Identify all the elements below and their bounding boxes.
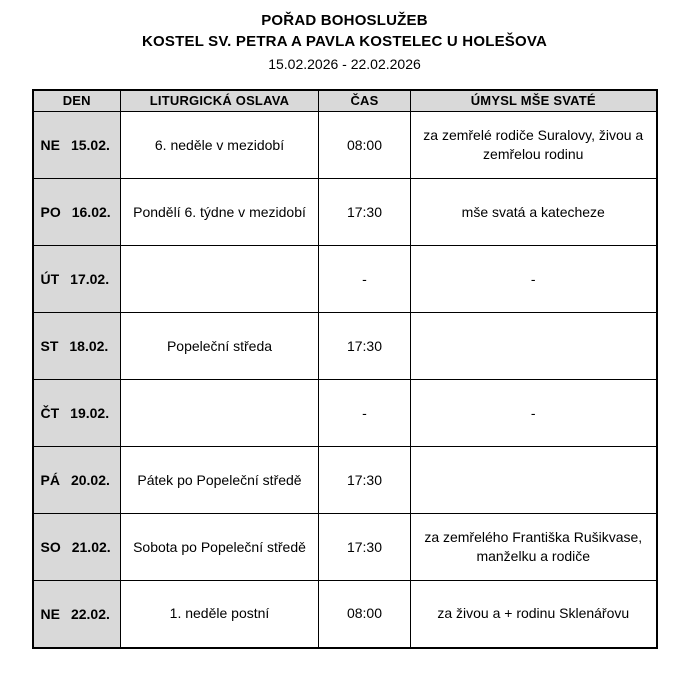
time-cell: - xyxy=(319,246,411,313)
celebration-cell xyxy=(121,380,319,447)
time-cell: 17:30 xyxy=(319,447,411,514)
intention-cell: za zemřelé rodiče Suralovy, živou a zemřelou rodinu xyxy=(411,112,657,179)
day-cell xyxy=(33,514,121,581)
celebration-cell: Popeleční středa xyxy=(121,313,319,380)
time-cell: 08:00 xyxy=(319,112,411,179)
day-abbrev: NE xyxy=(40,137,60,154)
celebration-cell xyxy=(121,246,319,313)
table-row xyxy=(33,514,657,581)
celebration-cell: Pátek po Popeleční středě xyxy=(121,447,319,514)
intention-cell xyxy=(411,313,657,380)
intention-cell: mše svatá a katecheze xyxy=(411,179,657,246)
table-row xyxy=(33,447,657,514)
table-row xyxy=(33,581,657,648)
day-date: 16.02. xyxy=(71,204,111,221)
intention-cell xyxy=(411,447,657,514)
column-header-cas: ČAS xyxy=(319,90,411,112)
day-date: 15.02. xyxy=(70,137,110,154)
intention-cell: za živou a + rodinu Sklenářovu xyxy=(411,581,657,648)
day-abbrev: ČT xyxy=(40,405,60,422)
day-date: 18.02. xyxy=(69,338,109,355)
day-abbrev: ÚT xyxy=(40,271,60,288)
date-range: 15.02.2026 - 22.02.2026 xyxy=(268,56,421,72)
intention-cell: za zemřelého Františka Rušikvase, manželku a rodiče xyxy=(411,514,657,581)
table-row xyxy=(33,380,657,447)
celebration-cell: Sobota po Popeleční středě xyxy=(121,514,319,581)
day-cell xyxy=(33,380,121,447)
day-abbrev: ST xyxy=(40,338,59,355)
table-row xyxy=(33,179,657,246)
table-row xyxy=(33,112,657,179)
column-header-umysl: ÚMYSL MŠE SVATÉ xyxy=(411,90,657,112)
intention-cell: - xyxy=(411,246,657,313)
church-name: KOSTEL SV. PETRA A PAVLA KOSTELEC U HOLEŠOVA xyxy=(142,33,547,50)
day-cell xyxy=(33,581,121,648)
day-cell xyxy=(33,112,121,179)
column-header-den: DEN xyxy=(33,90,121,112)
day-date: 17.02. xyxy=(70,271,110,288)
day-abbrev: PO xyxy=(40,204,61,221)
day-date: 20.02. xyxy=(70,472,110,489)
time-cell: 17:30 xyxy=(319,514,411,581)
day-abbrev: PÁ xyxy=(40,472,60,489)
day-date: 22.02. xyxy=(70,605,110,622)
column-header-liturgicka-oslava: LITURGICKÁ OSLAVA xyxy=(121,90,319,112)
day-abbrev: NE xyxy=(40,605,60,622)
time-cell: 17:30 xyxy=(319,313,411,380)
table-header-row xyxy=(33,90,657,112)
intention-cell: - xyxy=(411,380,657,447)
time-cell: 08:00 xyxy=(319,581,411,648)
day-date: 21.02. xyxy=(71,539,111,556)
day-cell xyxy=(33,179,121,246)
schedule-table xyxy=(32,89,658,649)
day-cell xyxy=(33,447,121,514)
day-abbrev: SO xyxy=(40,539,61,556)
table-row xyxy=(33,246,657,313)
celebration-cell: Pondělí 6. týdne v mezidobí xyxy=(121,179,319,246)
document-header xyxy=(0,10,689,75)
celebration-cell: 1. neděle postní xyxy=(121,581,319,648)
time-cell: 17:30 xyxy=(319,179,411,246)
celebration-cell: 6. neděle v mezidobí xyxy=(121,112,319,179)
day-date: 19.02. xyxy=(70,405,110,422)
day-cell xyxy=(33,246,121,313)
time-cell: - xyxy=(319,380,411,447)
day-cell xyxy=(33,313,121,380)
table-row xyxy=(33,313,657,380)
document-title: POŘAD BOHOSLUŽEB xyxy=(261,12,428,29)
